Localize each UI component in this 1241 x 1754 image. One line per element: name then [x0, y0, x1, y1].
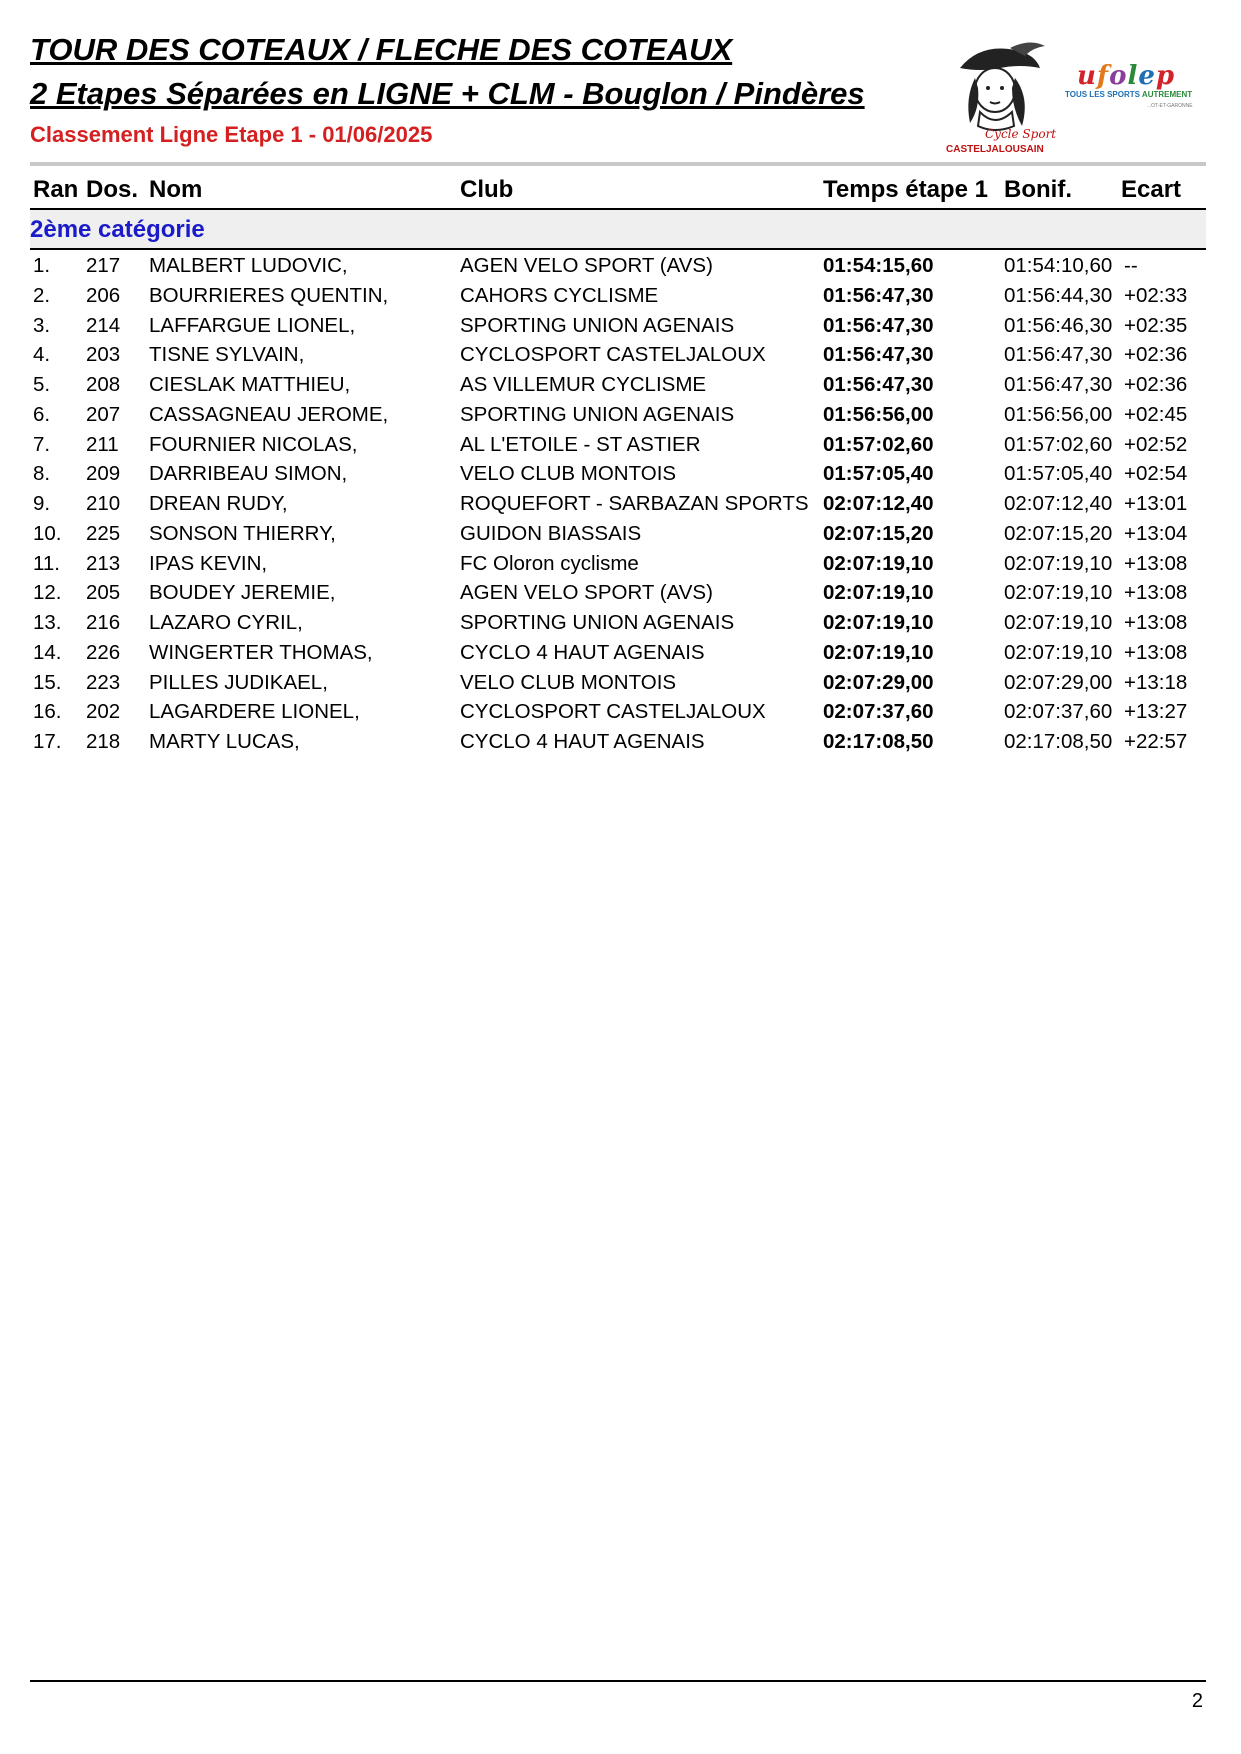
- cell-temps: 02:07:15,20: [823, 521, 934, 545]
- cell-rank: 11.: [33, 551, 60, 575]
- column-header-dos: Dos.: [86, 176, 139, 203]
- cell-club: AGEN VELO SPORT (AVS): [460, 254, 713, 277]
- cell-nom: DARRIBEAU SIMON,: [149, 462, 348, 486]
- cell-dos: 210: [86, 492, 121, 515]
- cell-ecart: +13:04: [1124, 521, 1188, 545]
- cell-club: SPORTING UNION AGENAIS: [460, 611, 735, 634]
- cell-temps: 01:54:15,60: [823, 254, 934, 277]
- cell-bonif: 01:56:44,30: [1004, 283, 1113, 307]
- cell-ecart: +02:36: [1124, 373, 1188, 396]
- cell-rank: 14.: [33, 640, 62, 664]
- cell-rank: 12.: [33, 581, 62, 605]
- cell-dos: 216: [86, 611, 121, 634]
- cell-temps: 02:07:19,10: [823, 611, 934, 634]
- cell-dos: 226: [86, 640, 121, 664]
- cell-club: CAHORS CYCLISME: [460, 283, 659, 307]
- cell-nom: LAFFARGUE LIONEL,: [149, 313, 356, 337]
- cell-bonif: 01:54:10,60: [1004, 254, 1113, 277]
- ufolep-region: ...OT-ET-GARONNE: [1147, 103, 1193, 109]
- cell-club: GUIDON BIASSAIS: [460, 521, 642, 545]
- cell-rank: 2.: [33, 283, 51, 307]
- table-row: [30, 549, 1206, 579]
- cell-ecart: +22:57: [1124, 730, 1188, 753]
- cell-ecart: +13:27: [1124, 700, 1188, 724]
- cell-club: CYCLOSPORT CASTELJALOUX: [460, 343, 766, 367]
- cell-ecart: +13:01: [1124, 492, 1188, 515]
- cell-nom: CASSAGNEAU JEROME,: [149, 402, 389, 426]
- cell-nom: BOUDEY JEREMIE,: [149, 581, 336, 605]
- cell-rank: 8.: [33, 462, 51, 486]
- cell-dos: 223: [86, 670, 121, 694]
- cell-nom: LAZARO CYRIL,: [149, 611, 303, 634]
- results-table: [30, 251, 1206, 757]
- cell-club: CYCLOSPORT CASTELJALOUX: [460, 700, 766, 724]
- table-row: [30, 311, 1206, 341]
- cell-rank: 16.: [33, 700, 62, 724]
- cell-dos: 206: [86, 283, 121, 307]
- cell-rank: 7.: [33, 432, 51, 456]
- cell-nom: DREAN RUDY,: [149, 492, 288, 515]
- cell-ecart: +02:36: [1124, 343, 1188, 367]
- cell-dos: 225: [86, 521, 121, 545]
- cell-temps: 02:07:29,00: [823, 670, 934, 694]
- page-subtitle-stages: 2 Etapes Séparées en LIGNE + CLM - Bouglon / Pindères: [30, 76, 865, 111]
- table-row: [30, 668, 1206, 698]
- cell-bonif: 01:57:05,40: [1004, 462, 1113, 486]
- column-header-club: Club: [460, 176, 514, 203]
- cell-nom: PILLES JUDIKAEL,: [149, 670, 328, 694]
- cell-rank: 1.: [33, 254, 51, 277]
- column-header-ecart: Ecart: [1121, 176, 1182, 203]
- cell-temps: 01:56:47,30: [823, 373, 934, 396]
- table-row: [30, 430, 1206, 460]
- ufolep-tagline: TOUS LES SPORTS AUTREMENT: [1065, 90, 1193, 99]
- cell-rank: 4.: [33, 343, 51, 367]
- cell-club: ROQUEFORT - SARBAZAN SPORTS: [460, 492, 809, 515]
- cell-bonif: 02:07:15,20: [1004, 521, 1113, 545]
- cell-temps: 02:07:19,10: [823, 551, 934, 575]
- cell-ecart: +02:45: [1124, 402, 1188, 426]
- cell-bonif: 02:17:08,50: [1004, 730, 1113, 753]
- svg-text:ufolep: ufolep: [1077, 61, 1176, 91]
- page-number: 2: [1191, 1690, 1203, 1712]
- cell-nom: MARTY LUCAS,: [149, 730, 300, 753]
- footer-rule: [30, 1680, 1206, 1682]
- cell-bonif: 01:56:46,30: [1004, 313, 1113, 337]
- cell-nom: IPAS KEVIN,: [149, 551, 268, 575]
- cell-bonif: 01:56:47,30: [1004, 373, 1113, 396]
- table-row: [30, 370, 1206, 400]
- cell-ecart: +02:35: [1124, 313, 1188, 337]
- cell-bonif: 02:07:37,60: [1004, 700, 1113, 724]
- cell-temps: 02:07:19,10: [823, 640, 934, 664]
- cell-ecart: +02:54: [1124, 462, 1188, 486]
- cell-temps: 01:56:47,30: [823, 283, 934, 307]
- cell-nom: LAGARDERE LIONEL,: [149, 700, 360, 724]
- cell-dos: 217: [86, 254, 121, 277]
- table-row: [30, 489, 1206, 519]
- cell-club: CYCLO 4 HAUT AGENAIS: [460, 730, 705, 753]
- cell-dos: 211: [86, 432, 119, 456]
- cycle-sport-casteljalousain-logo: [940, 38, 1060, 156]
- cell-dos: 205: [86, 581, 121, 605]
- cell-dos: 214: [86, 313, 121, 337]
- cell-temps: 01:56:47,30: [823, 343, 934, 367]
- cell-bonif: 02:07:19,10: [1004, 551, 1113, 575]
- column-header-bonif: Bonif.: [1004, 176, 1072, 203]
- cell-ecart: +13:18: [1124, 670, 1188, 694]
- cell-club: AGEN VELO SPORT (AVS): [460, 581, 713, 605]
- cell-dos: 207: [86, 402, 121, 426]
- cell-rank: 15.: [33, 670, 62, 694]
- table-row: [30, 340, 1206, 370]
- table-row: [30, 400, 1206, 430]
- cell-ecart: +13:08: [1124, 640, 1188, 664]
- cell-bonif: 02:07:19,10: [1004, 581, 1113, 605]
- ranking-subtitle: Classement Ligne Etape 1 - 01/06/2025: [30, 122, 433, 147]
- header-separator: [30, 162, 1206, 166]
- cell-nom: CIESLAK MATTHIEU,: [149, 373, 351, 396]
- cell-ecart: +13:08: [1124, 611, 1188, 634]
- club-logo-script: Cycle Sport: [985, 127, 1057, 141]
- table-row: [30, 578, 1206, 608]
- cell-dos: 202: [86, 700, 121, 724]
- cell-ecart: --: [1124, 254, 1138, 277]
- cell-ecart: +02:52: [1124, 432, 1188, 456]
- column-header-temps: Temps étape 1: [823, 176, 988, 203]
- cell-bonif: 02:07:19,10: [1004, 611, 1113, 634]
- cell-nom: SONSON THIERRY,: [149, 521, 336, 545]
- club-logo-text: CASTELJALOUSAIN: [946, 144, 1044, 155]
- table-row: [30, 459, 1206, 489]
- cell-bonif: 01:57:02,60: [1004, 432, 1113, 456]
- cell-bonif: 02:07:29,00: [1004, 670, 1113, 694]
- cell-temps: 02:17:08,50: [823, 730, 934, 753]
- cell-nom: BOURRIERES QUENTIN,: [149, 283, 389, 307]
- cell-rank: 5.: [33, 373, 51, 396]
- cell-rank: 13.: [33, 611, 62, 634]
- cell-dos: 209: [86, 462, 121, 486]
- cell-club: AL L'ETOILE - ST ASTIER: [460, 432, 701, 456]
- cell-rank: 6.: [33, 402, 51, 426]
- cell-ecart: +13:08: [1124, 551, 1188, 575]
- cell-bonif: 01:56:47,30: [1004, 343, 1113, 367]
- cell-rank: 9.: [33, 492, 51, 515]
- cell-dos: 218: [86, 730, 121, 753]
- cell-temps: 02:07:19,10: [823, 581, 934, 605]
- cell-dos: 213: [86, 551, 121, 575]
- cell-club: SPORTING UNION AGENAIS: [460, 313, 735, 337]
- cell-temps: 01:56:56,00: [823, 402, 934, 426]
- table-row: [30, 638, 1206, 668]
- table-row: [30, 251, 1206, 281]
- cell-nom: WINGERTER THOMAS,: [149, 640, 373, 664]
- cell-nom: MALBERT LUDOVIC,: [149, 254, 348, 277]
- table-header: [30, 176, 1206, 210]
- cell-temps: 01:56:47,30: [823, 313, 934, 337]
- cell-rank: 17.: [33, 730, 62, 753]
- cell-temps: 02:07:12,40: [823, 492, 934, 515]
- cell-club: VELO CLUB MONTOIS: [460, 670, 677, 694]
- cell-club: CYCLO 4 HAUT AGENAIS: [460, 640, 705, 664]
- table-row: [30, 519, 1206, 549]
- cell-club: AS VILLEMUR CYCLISME: [460, 373, 707, 396]
- document-header: [30, 28, 930, 150]
- cell-bonif: 02:07:19,10: [1004, 640, 1113, 664]
- category-label: 2ème catégorie: [30, 216, 205, 243]
- cell-club: SPORTING UNION AGENAIS: [460, 402, 735, 426]
- cell-rank: 10.: [33, 521, 62, 545]
- table-row: [30, 697, 1206, 727]
- cell-nom: TISNE SYLVAIN,: [149, 343, 305, 367]
- column-header-nom: Nom: [149, 176, 203, 203]
- cell-temps: 01:57:02,60: [823, 432, 934, 456]
- cell-nom: FOURNIER NICOLAS,: [149, 432, 358, 456]
- page-title: TOUR DES COTEAUX / FLECHE DES COTEAUX: [30, 32, 733, 67]
- category-band: [30, 210, 1206, 250]
- cell-temps: 02:07:37,60: [823, 700, 934, 724]
- ufolep-logo: [1065, 58, 1195, 113]
- cell-club: VELO CLUB MONTOIS: [460, 462, 677, 486]
- cell-club: FC Oloron cyclisme: [460, 551, 639, 575]
- table-row: [30, 608, 1206, 638]
- cell-ecart: +02:33: [1124, 283, 1188, 307]
- cell-dos: 203: [86, 343, 121, 367]
- cell-bonif: 02:07:12,40: [1004, 492, 1113, 515]
- cell-bonif: 01:56:56,00: [1004, 402, 1113, 426]
- cell-temps: 01:57:05,40: [823, 462, 934, 486]
- cell-ecart: +13:08: [1124, 581, 1188, 605]
- column-header-rank: Ran: [33, 176, 79, 203]
- table-row: [30, 727, 1206, 757]
- table-row: [30, 281, 1206, 311]
- cell-rank: 3.: [33, 313, 51, 337]
- cell-dos: 208: [86, 373, 121, 396]
